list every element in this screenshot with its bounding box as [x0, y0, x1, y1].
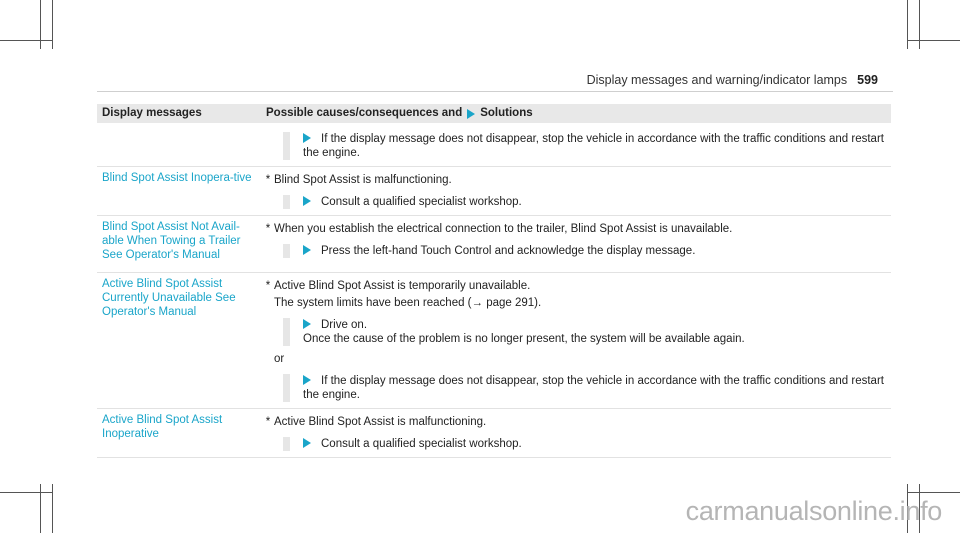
page-number: 599 — [857, 73, 878, 87]
triangle-right-icon — [303, 319, 311, 329]
col-header-causes: Possible causes/consequences and Solutions — [266, 107, 533, 119]
page-header — [587, 73, 878, 87]
crop-mark — [908, 40, 960, 41]
table-row — [97, 167, 891, 216]
triangle-right-icon — [303, 375, 311, 385]
watermark: carmanualsonline.info — [685, 496, 942, 526]
solution-step: If the display message does not disappear, stop the vehicle in accordance with the traffic conditions and restart the engine. — [262, 374, 885, 402]
crop-mark — [52, 484, 53, 533]
header-title: Display messages and warning/indicator lamps — [586, 73, 848, 87]
cause-note: The system limits have been reached (→ page 291). — [274, 297, 542, 309]
col-header-messages: Display messages — [102, 107, 202, 119]
triangle-right-icon — [303, 133, 311, 143]
solution-step: Drive on. Once the cause of the problem is no longer present, the system will be available again. — [262, 318, 885, 346]
solution-step: Consult a qualified specialist workshop. — [262, 437, 885, 451]
table-row — [97, 273, 891, 409]
crop-mark — [908, 492, 960, 493]
messages-table — [97, 104, 891, 458]
solution-step: If the display message does not disappear, stop the vehicle in accordance with the traffic conditions and restart the engine. — [262, 132, 885, 160]
solution-step: Consult a qualified specialist workshop. — [262, 195, 885, 209]
table-row — [97, 409, 891, 458]
table-row — [97, 216, 891, 273]
header-divider — [97, 91, 893, 92]
display-message: Active Blind Spot Assist Currently Unavailable See Operator's Manual — [102, 278, 236, 318]
cause-text: * When you establish the electrical connection to the trailer, Blind Spot Assist is unavailable. — [265, 223, 733, 235]
crop-mark — [40, 0, 41, 49]
crop-mark — [919, 0, 920, 49]
solution-step: Press the left-hand Touch Control and acknowledge the display message. — [262, 244, 885, 258]
or-label: or — [274, 353, 285, 365]
triangle-right-icon — [303, 245, 311, 255]
crop-mark — [907, 0, 908, 49]
table-row — [97, 123, 891, 167]
display-message: Blind Spot Assist Inopera-tive — [102, 172, 252, 184]
display-message: Active Blind Spot Assist Inoperative — [102, 414, 223, 440]
crop-mark — [0, 492, 52, 493]
table-header — [97, 104, 891, 123]
cause-text: * Blind Spot Assist is malfunctioning. — [265, 174, 452, 186]
triangle-right-icon — [303, 196, 311, 206]
triangle-right-icon — [467, 109, 475, 119]
cause-text: * Active Blind Spot Assist is temporarily unavailable. — [265, 280, 531, 292]
triangle-right-icon — [303, 438, 311, 448]
cause-text: * Active Blind Spot Assist is malfunctioning. — [265, 416, 487, 428]
crop-mark — [52, 0, 53, 49]
display-message: Blind Spot Assist Not Avail-able When Towing a Trailer See Operator's Manual — [102, 221, 241, 261]
crop-mark — [0, 40, 52, 41]
